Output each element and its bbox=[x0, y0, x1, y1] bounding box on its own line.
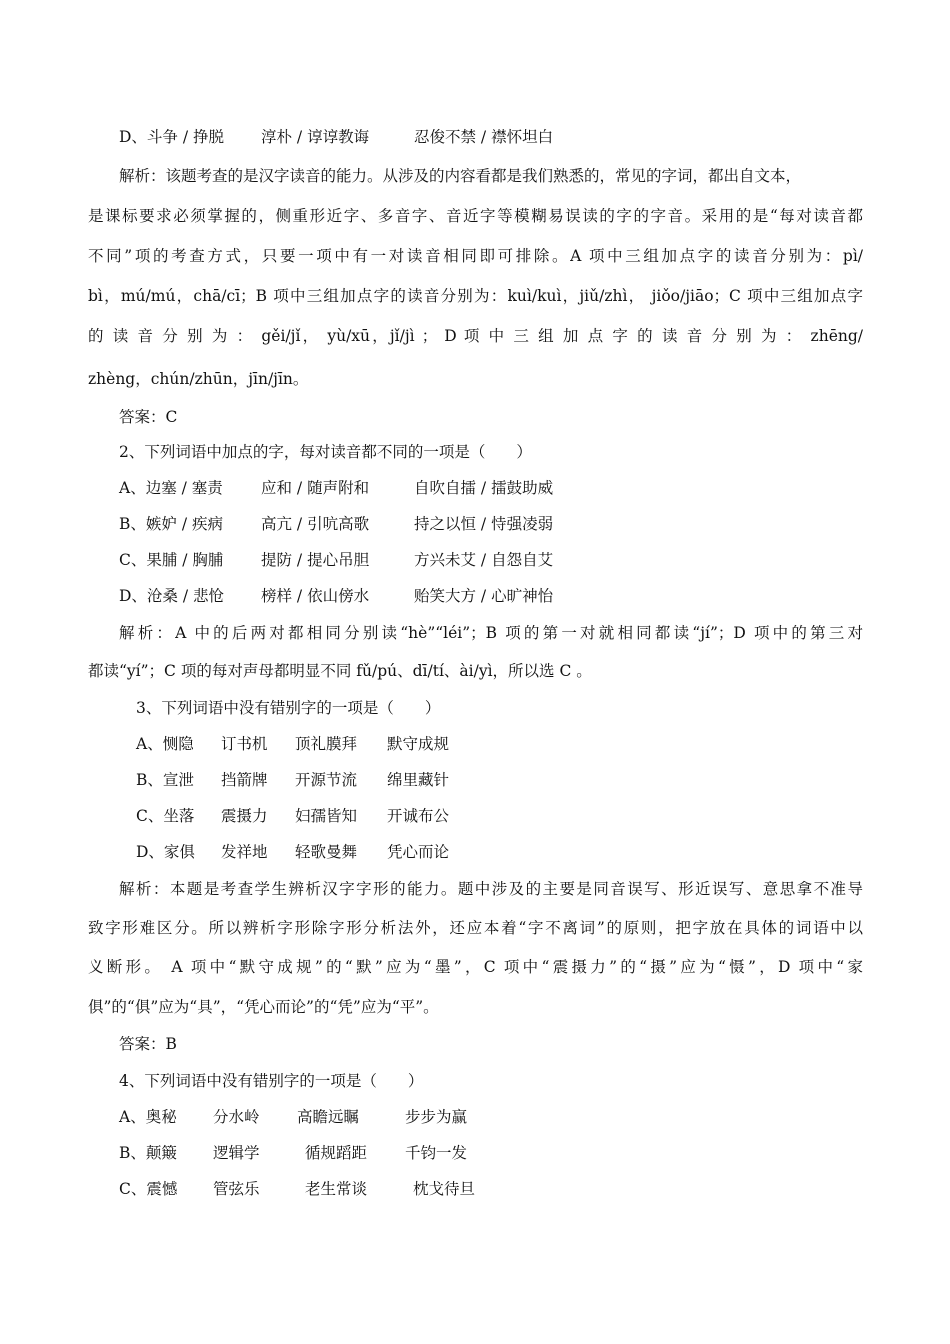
q3-option-b bbox=[136, 769, 449, 791]
q1-option-d bbox=[119, 126, 553, 148]
option-col-2: 订书机 bbox=[221, 735, 268, 753]
q2-analysis-line: 都读“yí”；C 项的每对声母都明显不同 fǔ/pú、dī/tí、ài/yì，所以选 C 。 bbox=[88, 662, 592, 680]
option-col-3: 老生常谈 bbox=[305, 1180, 368, 1198]
option-col-1: C、震憾 bbox=[119, 1180, 178, 1198]
option-col-2: 高亢 / 引吭高歌 bbox=[261, 515, 370, 533]
option-col-2: 管弦乐 bbox=[213, 1180, 260, 1198]
option-col-4: 千钧一发 bbox=[405, 1144, 468, 1162]
q3-analysis-line: 义断形。 A 项中“默守成规”的“默”应为“墨”，C 项中“震摄力”的“摄”应为“慑”，D 项中“家 bbox=[88, 958, 863, 976]
q3-analysis-line: 致字形难区分。所以辨析字形除字形分析法外，还应本着“字不离词”的原则，把字放在具体的词语中以 bbox=[88, 919, 863, 937]
option-col-4: 步步为赢 bbox=[405, 1108, 468, 1126]
option-col-3: 轻歌曼舞 bbox=[295, 843, 358, 861]
option-col-3: 顶礼膜拜 bbox=[295, 735, 358, 753]
option-col-4: 开诚布公 bbox=[387, 807, 450, 825]
option-col-1: A、边塞 / 塞责 bbox=[119, 479, 223, 497]
option-col-4: 凭心而论 bbox=[387, 843, 450, 861]
q4-option-a bbox=[119, 1106, 467, 1128]
q3-option-d bbox=[136, 841, 449, 863]
option-col-3: 忍俊不禁 / 襟怀坦白 bbox=[414, 128, 554, 146]
option-col-4: 绵里藏针 bbox=[387, 771, 450, 789]
option-col-3: 开源节流 bbox=[295, 771, 358, 789]
option-col-4: 枕戈待旦 bbox=[413, 1180, 476, 1198]
option-col-1: C、果脯 / 胸脯 bbox=[119, 551, 224, 569]
option-col-2: 分水岭 bbox=[213, 1108, 260, 1126]
option-col-2: 淳朴 / 谆谆教诲 bbox=[261, 128, 370, 146]
q2-option-d bbox=[119, 585, 553, 607]
option-col-1: B、嫉妒 / 疾病 bbox=[119, 515, 223, 533]
option-col-1: D、家俱 bbox=[136, 843, 195, 861]
q3-analysis-line: 俱”的“俱”应为“具”，“凭心而论”的“凭”应为“平”。 bbox=[88, 998, 439, 1016]
option-col-1: B、宣泄 bbox=[136, 771, 194, 789]
option-col-2: 提防 / 提心吊胆 bbox=[261, 551, 370, 569]
option-col-3: 贻笑大方 / 心旷神怡 bbox=[414, 587, 554, 605]
option-col-2: 发祥地 bbox=[221, 843, 268, 861]
option-col-1: A、奥秘 bbox=[119, 1108, 177, 1126]
option-col-4: 默守成规 bbox=[387, 735, 450, 753]
option-col-2: 逻辑学 bbox=[213, 1144, 260, 1162]
q3-option-c bbox=[136, 805, 449, 827]
q3-option-a bbox=[136, 733, 449, 755]
q1-analysis-line: 解析：该题考查的是汉字读音的能力。从涉及的内容看都是我们熟悉的，常见的字词，都出自文本， bbox=[119, 167, 802, 185]
q3-stem: 3、下列词语中没有错别字的一项是（ ） bbox=[136, 699, 441, 717]
option-col-3: 妇孺皆知 bbox=[295, 807, 358, 825]
q1-analysis-line: 是课标要求必须掌握的，侧重形近字、多音字、音近字等模糊易误读的字的字音。采用的是“每对读音都 bbox=[88, 207, 863, 225]
q2-option-c bbox=[119, 549, 553, 571]
option-col-3: 方兴未艾 / 自怨自艾 bbox=[414, 551, 554, 569]
option-col-2: 榜样 / 依山傍水 bbox=[261, 587, 370, 605]
option-col-3: 自吹自擂 / 擂鼓助威 bbox=[414, 479, 554, 497]
option-col-1: C、坐落 bbox=[136, 807, 195, 825]
option-col-1: D、斗争 / 挣脱 bbox=[119, 128, 225, 146]
q1-analysis-line: zhèng，chún/zhūn，jīn/jīn。 bbox=[88, 370, 309, 388]
option-col-1: B、颠簸 bbox=[119, 1144, 177, 1162]
option-col-2: 震摄力 bbox=[221, 807, 268, 825]
q2-analysis-line: 解析：A 中的后两对都相同分别读“hè”“léi”；B 项的第一对就相同都读“jí”；D 项中的第三对 bbox=[119, 624, 863, 642]
q2-option-a bbox=[119, 477, 553, 499]
option-col-2: 应和 / 随声附和 bbox=[261, 479, 370, 497]
q4-stem: 4、下列词语中没有错别字的一项是（ ） bbox=[119, 1072, 424, 1090]
q1-analysis-line: 不同”项的考查方式，只要一项中有一对读音相同即可排除。A 项中三组加点字的读音分别为：pì/ bbox=[88, 247, 863, 265]
q3-analysis-line: 解析：本题是考查学生辨析汉字字形的能力。题中涉及的主要是同音误写、形近误写、意思拿不准导 bbox=[119, 880, 863, 898]
option-col-1: A、恻隐 bbox=[136, 735, 194, 753]
option-col-2: 挡箭牌 bbox=[221, 771, 268, 789]
q1-analysis-line: 的 读 音 分 别 为 ： gěi/jǐ， yù/xū，jǐ/jì ； D 项 中 三 组 加 点 字 的 读 音 分 别 为 ： zhēng/ bbox=[88, 327, 863, 345]
option-col-1: D、沧桑 / 悲怆 bbox=[119, 587, 225, 605]
option-col-3: 持之以恒 / 恃强凌弱 bbox=[414, 515, 554, 533]
option-col-3: 循规蹈距 bbox=[305, 1144, 368, 1162]
option-col-3: 高瞻远瞩 bbox=[297, 1108, 360, 1126]
q4-option-c bbox=[119, 1178, 475, 1200]
q2-option-b bbox=[119, 513, 553, 535]
q1-analysis-line: bì，mú/mú，chā/cī；B 项中三组加点字的读音分别为：kuì/kuì，jiǔ/zhì， jiǒo/jiāo；C 项中三组加点字 bbox=[88, 287, 863, 305]
q2-stem: 2、下列词语中加点的字，每对读音都不同的一项是（ ） bbox=[119, 443, 532, 461]
q1-answer: 答案：C bbox=[119, 408, 178, 426]
q4-option-b bbox=[119, 1142, 467, 1164]
q3-answer: 答案：B bbox=[119, 1035, 177, 1053]
